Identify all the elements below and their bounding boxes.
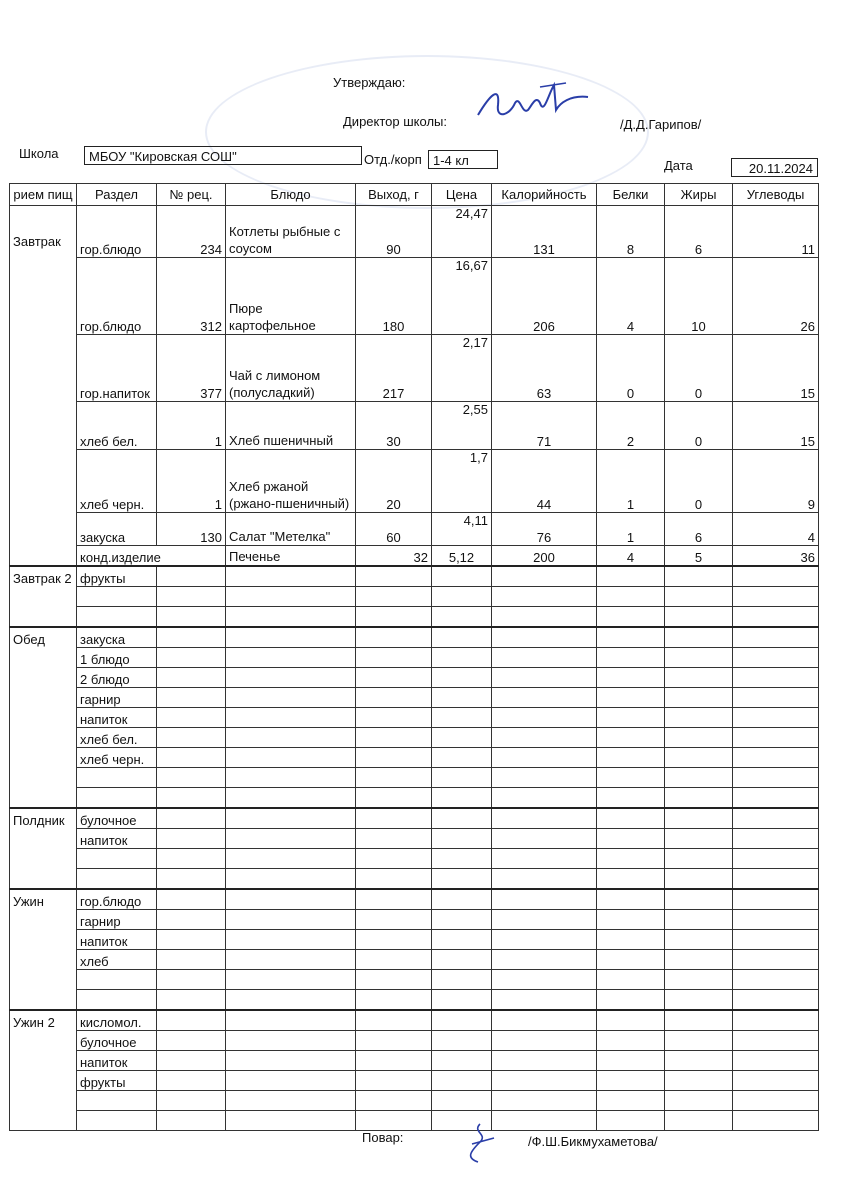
fat-cell: 5 [665,546,733,566]
dish-cell: Котлеты рыбные с соусом [226,206,356,258]
table-row [10,989,819,1010]
table-row [10,969,819,989]
table-row [10,848,819,868]
carbs-cell: 36 [733,546,819,566]
price-cell: 4,11 [432,513,492,546]
meal-label: Ужин 2 [10,1010,77,1131]
table-row [10,546,819,566]
col-header: Выход, г [356,184,432,206]
carbs-cell: 15 [733,402,819,450]
section-cell: фрукты [77,566,157,587]
col-header: Цена [432,184,492,206]
kcal-cell: 131 [492,206,597,258]
price-cell: 16,67 [432,258,492,335]
meal-label: Ужин [10,889,77,1010]
section-cell: хлеб черн. [77,747,157,767]
dept-field[interactable]: 1-4 кл [428,150,498,169]
table-row [10,606,819,627]
col-header: № рец. [157,184,226,206]
menu-table [9,183,819,1131]
table-row [10,1090,819,1110]
dish-cell: Пюре картофельное [226,258,356,335]
table-row [10,828,819,848]
carbs-cell: 9 [733,450,819,513]
section-cell: напиток [77,707,157,727]
approve-label: Утверждаю: [333,75,406,90]
table-row [10,450,819,513]
fat-cell: 10 [665,258,733,335]
yield-cell: 180 [356,258,432,335]
recipe-cell: 1 [157,450,226,513]
section-cell: напиток [77,929,157,949]
director-name: /Д.Д.Гарипов/ [620,117,702,132]
dish-cell: Хлеб пшеничный [226,402,356,450]
yield-cell: 32 [356,546,432,566]
carbs-cell: 4 [733,513,819,546]
table-row [10,1010,819,1031]
section-cell: фрукты [77,1070,157,1090]
table-row [10,647,819,667]
kcal-cell: 76 [492,513,597,546]
table-row [10,586,819,606]
meal-label: Обед [10,627,77,808]
section-cell: гор.блюдо [77,206,157,258]
table-row [10,687,819,707]
meal-label: Завтрак [10,206,77,566]
cook-name: /Ф.Ш.Бикмухаметова/ [528,1134,658,1149]
section-cell: напиток [77,828,157,848]
table-row [10,1110,819,1130]
section-cell: гарнир [77,909,157,929]
table-row [10,513,819,546]
yield-cell: 60 [356,513,432,546]
recipe-cell: 377 [157,335,226,402]
fat-cell: 6 [665,513,733,546]
table-row [10,909,819,929]
carbs-cell: 26 [733,258,819,335]
protein-cell: 1 [597,450,665,513]
recipe-cell: 1 [157,402,226,450]
recipe-cell: 312 [157,258,226,335]
table-row [10,566,819,587]
price-cell: 2,17 [432,335,492,402]
meal-label: Завтрак 2 [10,566,77,627]
yield-cell: 217 [356,335,432,402]
dept-label: Отд./корп [364,152,422,167]
header-row [10,184,819,206]
school-label: Школа [19,146,59,161]
table-row [10,889,819,910]
section-cell: булочное [77,808,157,829]
protein-cell: 1 [597,513,665,546]
protein-cell: 4 [597,546,665,566]
carbs-cell: 15 [733,335,819,402]
table-row [10,335,819,402]
cook-label: Повар: [362,1130,404,1145]
yield-cell: 20 [356,450,432,513]
section-cell: напиток [77,1050,157,1070]
table-row [10,627,819,648]
fat-cell: 0 [665,450,733,513]
section-cell: кисломол. [77,1010,157,1031]
section-cell: хлеб бел. [77,727,157,747]
date-field[interactable]: 20.11.2024 [731,158,818,177]
price-cell: 5,12 [432,546,492,566]
kcal-cell: 63 [492,335,597,402]
col-header: Блюдо [226,184,356,206]
school-name-field[interactable]: МБОУ "Кировская СОШ" [84,146,362,165]
table-row [10,402,819,450]
kcal-cell: 44 [492,450,597,513]
dish-cell: Чай с лимоном (полусладкий) [226,335,356,402]
price-cell: 24,47 [432,206,492,258]
section-cell: гарнир [77,687,157,707]
section-cell: конд.изделие [77,546,226,566]
section-cell: хлеб черн. [77,450,157,513]
table-row [10,667,819,687]
col-header: Калорийность [492,184,597,206]
section-cell: 2 блюдо [77,667,157,687]
kcal-cell: 71 [492,402,597,450]
yield-cell: 30 [356,402,432,450]
director-signature [470,75,600,135]
date-label: Дата [664,158,693,173]
carbs-cell: 11 [733,206,819,258]
kcal-cell: 206 [492,258,597,335]
meal-label: Полдник [10,808,77,889]
price-cell: 2,55 [432,402,492,450]
protein-cell: 0 [597,335,665,402]
section-cell: гор.блюдо [77,889,157,910]
protein-cell: 2 [597,402,665,450]
table-row [10,1030,819,1050]
table-row [10,1070,819,1090]
table-row [10,767,819,787]
section-cell: гор.напиток [77,335,157,402]
dish-cell: Хлеб ржаной (ржано-пшеничный) [226,450,356,513]
table-row [10,727,819,747]
section-cell: хлеб [77,949,157,969]
table-row [10,949,819,969]
cook-signature [458,1118,508,1168]
dish-cell: Печенье [226,546,356,566]
col-header: Белки [597,184,665,206]
fat-cell: 6 [665,206,733,258]
section-cell: булочное [77,1030,157,1050]
kcal-cell: 200 [492,546,597,566]
protein-cell: 8 [597,206,665,258]
fat-cell: 0 [665,335,733,402]
section-cell: 1 блюдо [77,647,157,667]
col-header: рием пищ [10,184,77,206]
section-cell: гор.блюдо [77,258,157,335]
table-row [10,868,819,889]
dish-cell: Салат "Метелка" [226,513,356,546]
table-row [10,707,819,727]
fat-cell: 0 [665,402,733,450]
section-cell: закуска [77,513,157,546]
table-row [10,929,819,949]
recipe-cell: 130 [157,513,226,546]
table-row [10,258,819,335]
director-label: Директор школы: [343,114,447,129]
table-row [10,1050,819,1070]
table-row [10,206,819,258]
table-row [10,747,819,767]
section-cell: хлеб бел. [77,402,157,450]
col-header: Раздел [77,184,157,206]
protein-cell: 4 [597,258,665,335]
yield-cell: 90 [356,206,432,258]
section-cell: закуска [77,627,157,648]
col-header: Углеводы [733,184,819,206]
price-cell: 1,7 [432,450,492,513]
table-row [10,787,819,808]
table-row [10,808,819,829]
recipe-cell: 234 [157,206,226,258]
col-header: Жиры [665,184,733,206]
